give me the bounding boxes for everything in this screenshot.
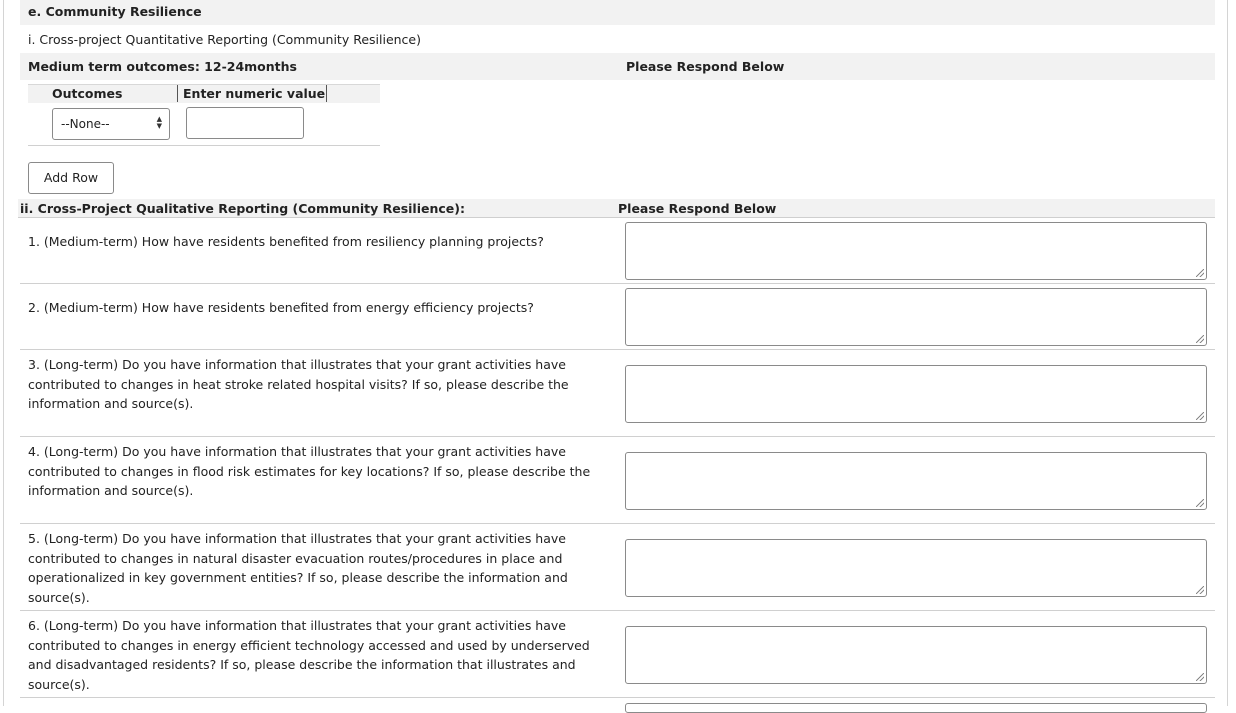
question-row [20,284,1215,350]
resize-grip-icon[interactable] [1196,412,1204,420]
column-header-outcomes: Outcomes [52,86,123,101]
numeric-value-input[interactable] [186,107,304,139]
select-arrows-icon: ▲ ▼ [156,115,162,130]
question-text: 1. (Medium-term) How have residents benefited from resiliency planning projects? [28,234,544,249]
outcomes-select-value: --None-- [61,117,110,131]
respond-label: Please Respond Below [626,59,785,74]
question-text: 3. (Long-term) Do you have information that illustrates that your grant activities have contributed to changes in heat stroke related hospital visits? If so, please describe the information and source(s). [28,357,569,411]
medium-term-label: Medium term outcomes: 12-24months [28,59,297,74]
qualitative-header [18,199,1215,218]
question-text: 5. (Long-term) Do you have information that illustrates that your grant activities have contributed to changes in natural disaster evacuation routes/procedures in place and operationalized in key government entities? If so, please describe the information and source(s). [28,531,568,605]
outcomes-select[interactable] [52,108,170,140]
question-row [20,611,1215,698]
subsection-title: i. Cross-project Quantitative Reporting (Community Resilience) [28,32,421,47]
answer-textarea[interactable] [625,626,1207,684]
answer-textarea[interactable] [625,452,1207,510]
resize-grip-icon[interactable] [1196,269,1204,277]
question-row [20,437,1215,524]
resize-grip-icon[interactable] [1196,335,1204,343]
outcomes-table [28,84,380,146]
question-row [20,218,1215,284]
outcomes-table-header [28,84,380,103]
question-row [20,524,1215,611]
qualitative-title: ii. Cross-Project Qualitative Reporting (Community Resilience): [20,201,465,216]
question-text: 6. (Long-term) Do you have information that illustrates that your grant activities have contributed to changes in energy efficient technology accessed and used by underserved and disadvantaged residents? If so, please describe the information that illustrates and source(s). [28,618,590,692]
answer-textarea[interactable] [625,539,1207,597]
answer-textarea[interactable] [625,365,1207,423]
qualitative-respond-label: Please Respond Below [618,201,777,216]
answer-textarea[interactable] [625,222,1207,280]
section-title: e. Community Resilience [20,0,1215,25]
question-row [20,350,1215,437]
column-header-numeric: Enter numeric value [177,85,327,102]
question-text: 4. (Long-term) Do you have information that illustrates that your grant activities have contributed to changes in flood risk estimates for key locations? If so, please describe the information and source(s). [28,444,591,498]
add-row-button[interactable]: Add Row [28,162,114,194]
resize-grip-icon[interactable] [1196,499,1204,507]
answer-textarea[interactable] [625,288,1207,346]
question-text: 2. (Medium-term) How have residents benefited from energy efficiency projects? [28,300,534,315]
answer-textarea-partial[interactable] [625,703,1207,713]
resize-grip-icon[interactable] [1196,586,1204,594]
medium-term-header [20,53,1215,80]
resize-grip-icon[interactable] [1196,673,1204,681]
